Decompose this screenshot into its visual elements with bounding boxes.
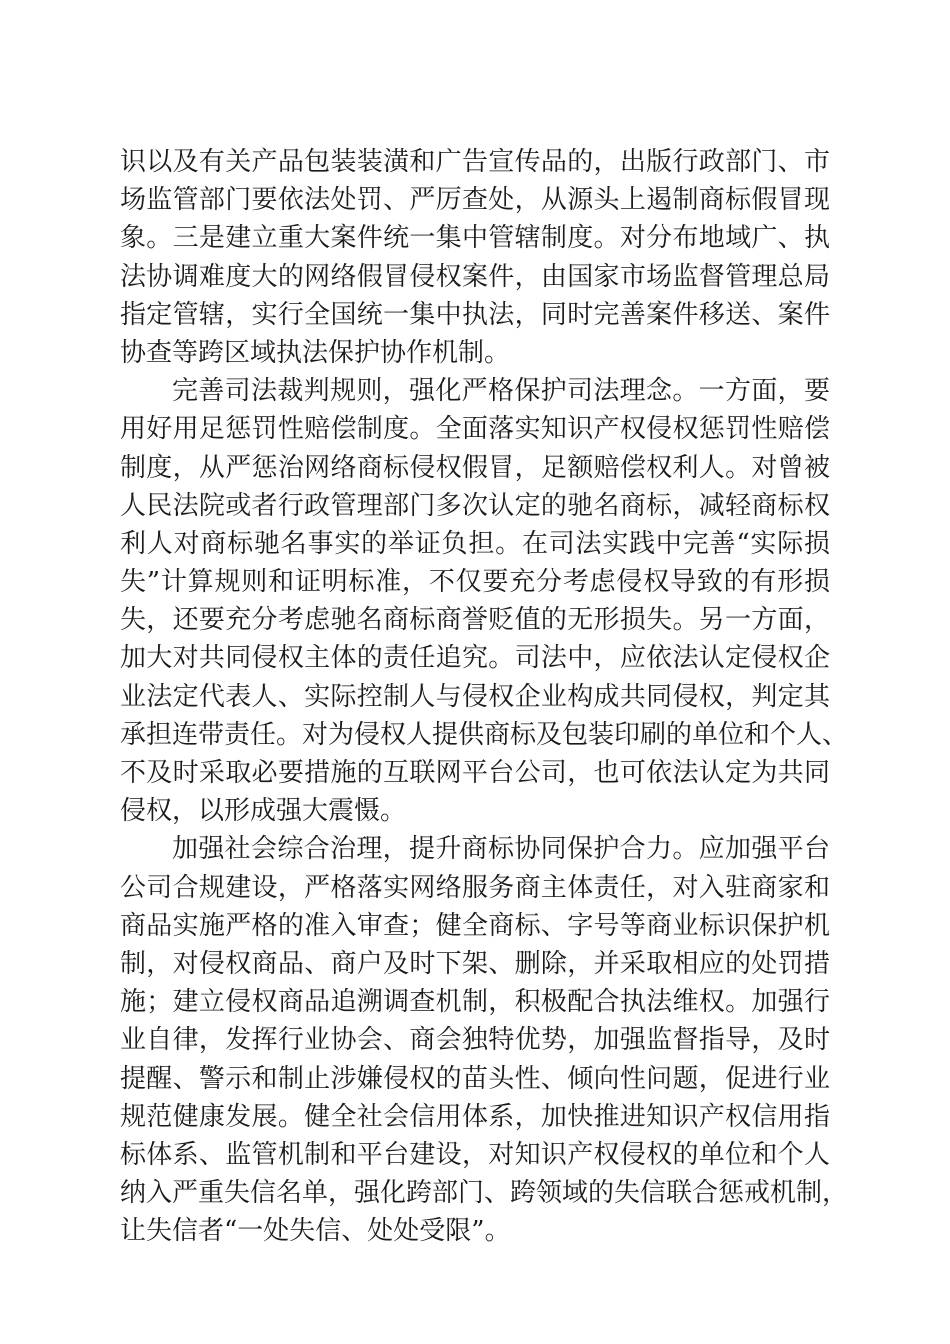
text-line: 制度，从严惩治网络商标侵权假冒，足额赔偿权利人。对曾被 <box>120 452 830 483</box>
text-line: 业自律，发挥行业协会、商会独特优势，加强监督指导，及时 <box>120 1025 830 1056</box>
text-line: 协查等跨区域执法保护协作机制。 <box>120 337 511 368</box>
text-line: 公司合规建设，严格落实网络服务商主体责任，对入驻商家和 <box>120 872 830 903</box>
paragraph-first-line: 完善司法裁判规则，强化严格保护司法理念。一方面，要 <box>172 376 830 407</box>
text-line: 不及时采取必要措施的互联网平台公司，也可依法认定为共同 <box>120 758 830 788</box>
text-line: 指定管辖，实行全国统一集中执法，同时完善案件移送、案件 <box>120 299 830 330</box>
text-line: 制，对侵权商品、商户及时下架、删除，并采取相应的处罚措 <box>120 948 830 979</box>
text-line: 业法定代表人、实际控制人与侵权企业构成共同侵权，判定其 <box>120 681 830 712</box>
paragraph-first-line: 加强社会综合治理，提升商标协同保护合力。应加强平台 <box>172 834 830 865</box>
text-line: 用好用足惩罚性赔偿制度。全面落实知识产权侵权惩罚性赔偿 <box>120 414 830 445</box>
text-line: 识以及有关产品包装装潢和广告宣传品的，出版行政部门、市 <box>120 147 830 177</box>
text-line: 象。三是建立重大案件统一集中管辖制度。对分布地域广、执 <box>120 223 830 254</box>
text-line: 规范健康发展。健全社会信用体系，加快推进知识产权信用指 <box>120 1101 830 1132</box>
text-line: 商品实施严格的准入审查；健全商标、字号等商业标识保护机 <box>120 910 830 941</box>
text-line: 失”计算规则和证明标准，不仅要充分考虑侵权导致的有形损 <box>120 567 830 598</box>
text-line: 施；建立侵权商品追溯调查机制，积极配合执法维权。加强行 <box>120 987 830 1018</box>
text-line: 让失信者“一处失信、处处受限”。 <box>120 1216 511 1247</box>
text-line: 法协调难度大的网络假冒侵权案件，由国家市场监督管理总局 <box>120 261 830 292</box>
text-line: 承担连带责任。对为侵权人提供商标及包装印刷的单位和个人、 <box>120 719 849 750</box>
text-line: 纳入严重失信名单，强化跨部门、跨领域的失信联合惩戒机制， <box>120 1178 849 1209</box>
text-line: 场监管部门要依法处罚、严厉查处，从源头上遏制商标假冒现 <box>120 185 830 216</box>
text-line: 利人对商标驰名事实的举证负担。在司法实践中完善“实际损 <box>120 528 830 559</box>
document-body <box>120 143 849 1250</box>
text-line: 侵权，以形成强大震慑。 <box>120 796 407 827</box>
text-line: 提醒、警示和制止涉嫌侵权的苗头性、倾向性问题，促进行业 <box>120 1063 830 1094</box>
text-line: 加大对共同侵权主体的责任追究。司法中，应依法认定侵权企 <box>120 643 830 674</box>
text-line: 失，还要充分考虑驰名商标商誉贬值的无形损失。另一方面， <box>120 605 830 636</box>
text-line: 标体系、监管机制和平台建设，对知识产权侵权的单位和个人 <box>120 1139 830 1170</box>
text-line: 人民法院或者行政管理部门多次认定的驰名商标，减轻商标权 <box>120 490 830 521</box>
